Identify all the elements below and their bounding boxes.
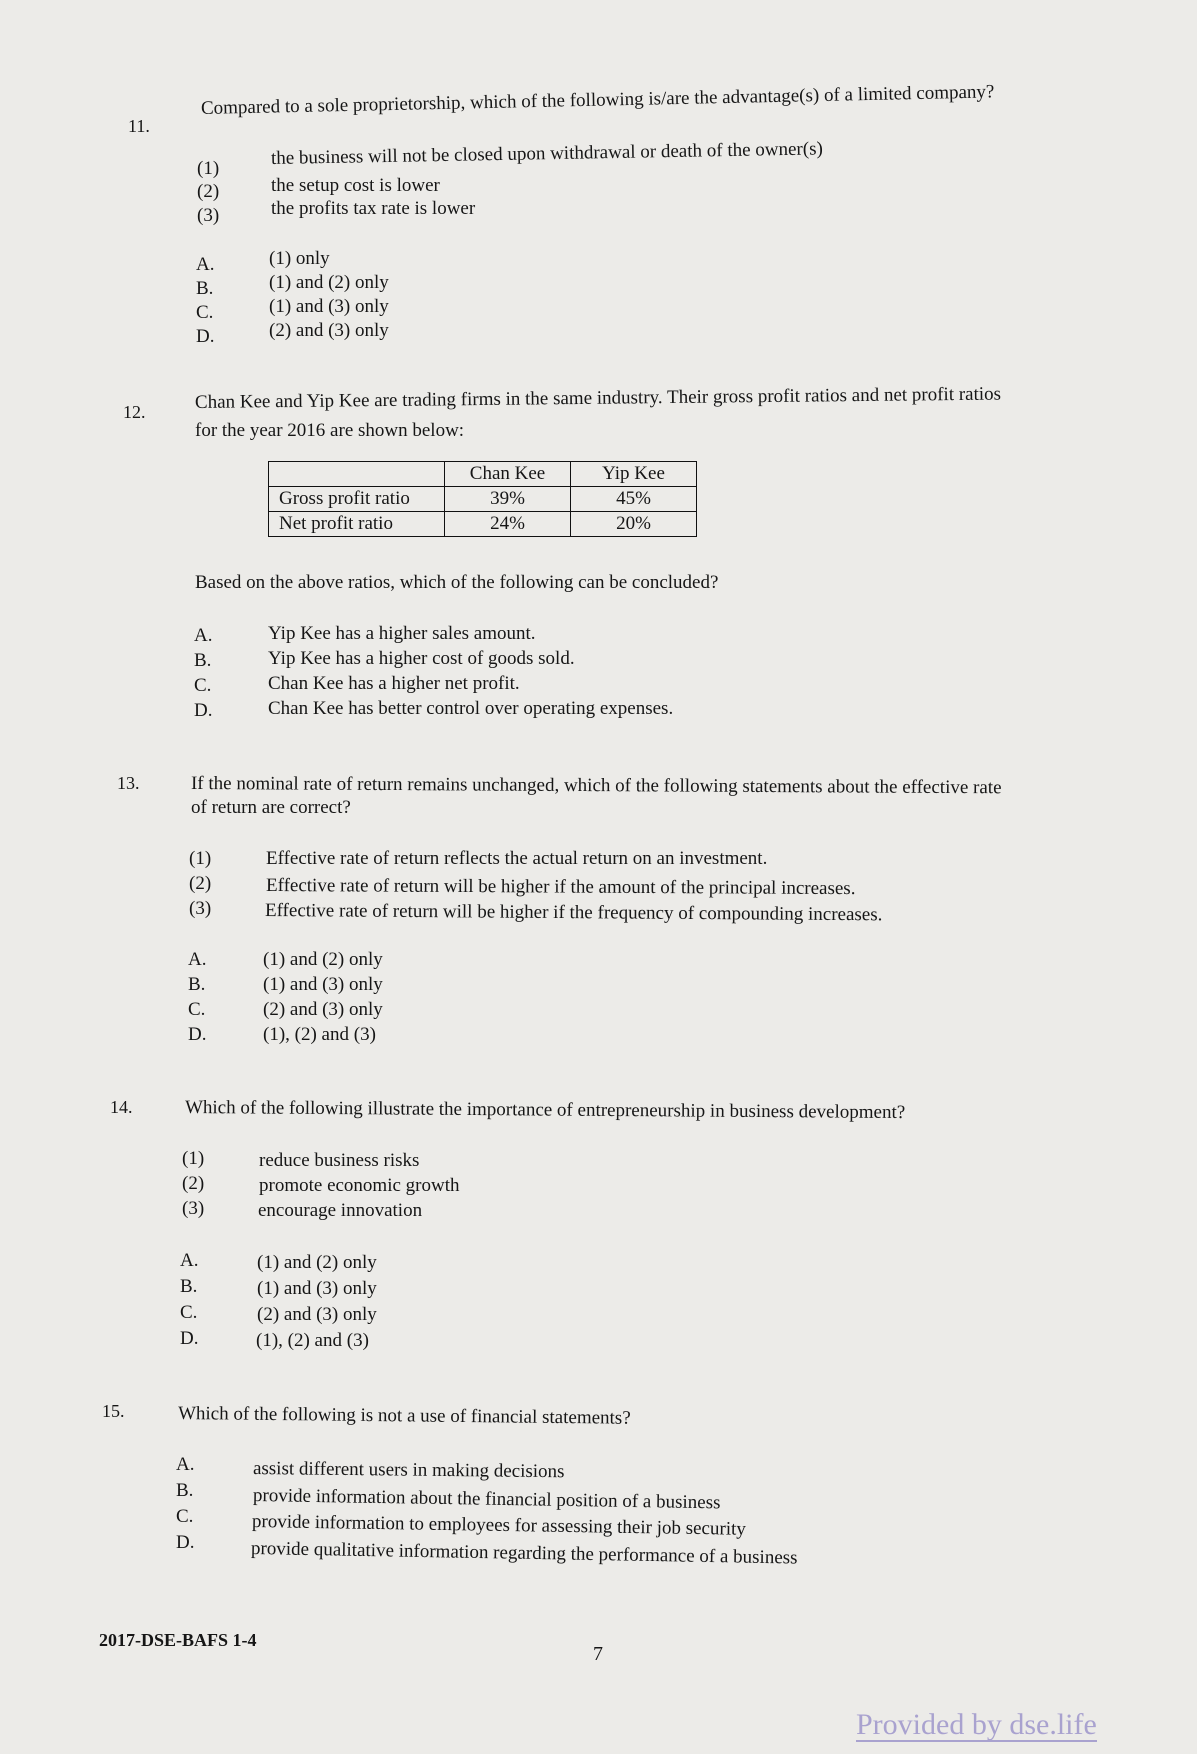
- option-letter: A.: [188, 949, 207, 970]
- table-header: Yip Kee: [571, 462, 697, 487]
- question-number: 11.: [128, 116, 150, 136]
- page-number: 7: [593, 1643, 603, 1665]
- item-text: Effective rate of return will be higher if the frequency of compounding increases.: [264, 900, 883, 926]
- option-text: Yip Kee has a higher cost of goods sold.: [268, 648, 575, 669]
- option-text: (2) and (3) only: [263, 999, 383, 1020]
- item-number: (2): [189, 873, 212, 894]
- item-text: the setup cost is lower: [271, 175, 440, 196]
- option-text: provide information about the financial position of a business: [252, 1485, 721, 1514]
- table-header: Chan Kee: [445, 462, 571, 487]
- option-letter: A.: [196, 254, 215, 275]
- item-text: promote economic growth: [259, 1175, 460, 1196]
- question-number: 13.: [117, 773, 140, 793]
- item-text: the business will not be closed upon withdrawal or death of the owner(s): [270, 138, 824, 169]
- option-text: (1) and (3) only: [263, 974, 383, 995]
- option-letter: A.: [194, 625, 213, 646]
- item-text: encourage innovation: [258, 1200, 423, 1221]
- option-letter: D.: [176, 1532, 195, 1553]
- option-letter: C.: [188, 999, 206, 1020]
- item-text: the profits tax rate is lower: [271, 198, 476, 219]
- option-text: Yip Kee has a higher sales amount.: [268, 623, 536, 644]
- question-stem: Compared to a sole proprietorship, which of the following is/are the advantage(s) of a limited company?: [200, 81, 995, 119]
- option-text: (1) and (2) only: [257, 1252, 377, 1273]
- item-number: (2): [197, 181, 220, 202]
- question-stem: Which of the following illustrate the importance of entrepreneurship in business development?: [184, 1097, 906, 1124]
- option-text: (2) and (3) only: [257, 1304, 377, 1325]
- option-text: (1) and (3) only: [257, 1278, 377, 1299]
- question-stem: Which of the following is not a use of financial statements?: [177, 1403, 631, 1429]
- table-cell: 45%: [571, 487, 697, 512]
- option-letter: C.: [180, 1302, 198, 1323]
- table-cell: 20%: [571, 512, 697, 537]
- question-stem: Chan Kee and Yip Kee are trading firms in the same industry. Their gross profit ratios and net profit ratios: [194, 383, 1002, 413]
- option-letter: D.: [196, 326, 215, 347]
- option-letter: B.: [188, 974, 206, 995]
- item-number: (1): [189, 848, 212, 869]
- question-number: 12.: [123, 402, 146, 422]
- option-text: (2) and (3) only: [269, 320, 389, 341]
- option-text: Chan Kee has better control over operating expenses.: [268, 698, 674, 719]
- question-stem: for the year 2016 are shown below:: [195, 420, 465, 441]
- question-number: 14.: [110, 1097, 133, 1117]
- item-number: (3): [189, 898, 212, 919]
- option-letter: B.: [180, 1276, 198, 1297]
- table-cell: Gross profit ratio: [269, 487, 445, 512]
- item-text: reduce business risks: [259, 1150, 420, 1171]
- option-text: (1), (2) and (3): [256, 1330, 369, 1351]
- paper-code: 2017-DSE-BAFS 1-4: [99, 1630, 257, 1650]
- ratio-table: [268, 461, 697, 537]
- option-text: provide information to employees for assessing their job security: [251, 1511, 747, 1540]
- option-text: (1) and (3) only: [269, 296, 389, 317]
- option-letter: D.: [188, 1024, 207, 1045]
- option-letter: C.: [176, 1506, 194, 1527]
- table-row: [269, 487, 697, 512]
- question-prompt: Based on the above ratios, which of the following can be concluded?: [195, 572, 719, 593]
- option-letter: D.: [194, 700, 213, 721]
- question-stem: of return are correct?: [191, 797, 351, 818]
- item-number: (3): [182, 1198, 205, 1219]
- item-text: Effective rate of return will be higher if the amount of the principal increases.: [265, 875, 856, 900]
- option-letter: B.: [194, 650, 212, 671]
- table-row: [269, 512, 697, 537]
- table-cell: Net profit ratio: [269, 512, 445, 537]
- item-text: Effective rate of return reflects the actual return on an investment.: [266, 848, 768, 869]
- option-text: Chan Kee has a higher net profit.: [268, 673, 520, 694]
- option-letter: B.: [176, 1480, 194, 1501]
- watermark-link[interactable]: Provided by dse.life: [856, 1708, 1097, 1741]
- option-letter: B.: [196, 278, 214, 299]
- question-stem: If the nominal rate of return remains unchanged, which of the following statements about the effective rate: [190, 773, 1002, 799]
- option-letter: A.: [180, 1250, 199, 1271]
- option-letter: C.: [196, 302, 214, 323]
- option-text: provide qualitative information regarding the performance of a business: [250, 1538, 798, 1569]
- option-letter: A.: [176, 1454, 195, 1475]
- item-number: (2): [182, 1173, 205, 1194]
- option-text: (1) only: [269, 248, 330, 269]
- table-cell: 24%: [445, 512, 571, 537]
- option-letter: C.: [194, 675, 212, 696]
- option-text: (1) and (2) only: [269, 272, 389, 293]
- option-letter: D.: [180, 1328, 199, 1349]
- question-number: 15.: [102, 1401, 125, 1421]
- option-text: assist different users in making decisions: [252, 1458, 565, 1483]
- option-text: (1), (2) and (3): [263, 1024, 376, 1045]
- item-number: (1): [182, 1148, 205, 1169]
- item-number: (3): [197, 205, 220, 226]
- table-cell: 39%: [445, 487, 571, 512]
- item-number: (1): [197, 158, 220, 179]
- table-header: [269, 462, 445, 487]
- option-text: (1) and (2) only: [263, 949, 383, 970]
